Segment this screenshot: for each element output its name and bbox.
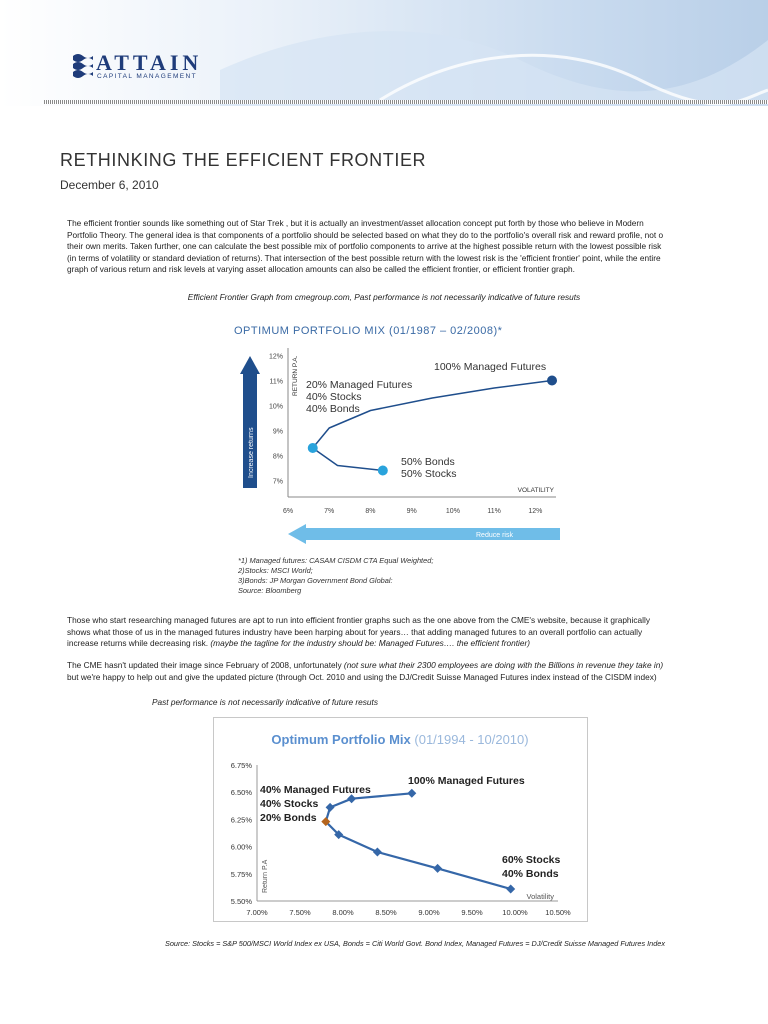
logo-icon [72, 52, 94, 82]
paragraph-managed-futures-aside: (maybe the tagline for the industry should be: Managed Futures…. the efficient frontier) [208, 638, 531, 648]
chart1-y-tick-label: 11% [269, 378, 283, 386]
chart1-point [547, 376, 557, 386]
chart2-x-tick-label: 8.00% [332, 908, 354, 917]
chart1-annotation-line: 50% Stocks [401, 468, 457, 480]
paragraph-cme-update-text-2: but we're happy to help out and give the updated picture (through Oct. 2010 and using the DJ/Credit Suisse Managed Futures index instead of the CISDM index) [67, 671, 657, 682]
chart2-y-label: Return P.A [262, 859, 269, 893]
chart2-annotation-line: 20% Bonds [260, 812, 317, 824]
chart2-y-tick-label: 6.75% [230, 761, 252, 770]
chart2-x-tick-label: 7.50% [289, 908, 311, 917]
increase-returns-label: Increase returns [248, 427, 255, 478]
chart2-annotation-line: 60% Stocks [502, 854, 561, 866]
chart2-annotation-line: 40% Bonds [502, 868, 559, 880]
chart1-y-tick-label: 9% [272, 428, 283, 436]
chart2-subtitle: (01/1994 - 10/2010) [414, 732, 529, 747]
chart1-annotation-line: 40% Stocks [306, 391, 362, 403]
chart2-y-tick-label: 6.25% [230, 815, 252, 825]
chart2-y-tick-label: 6.50% [230, 788, 252, 798]
chart1-y-label: RETURN P.A. [292, 355, 299, 396]
reduce-risk-arrow-body [305, 528, 560, 540]
chart1-y-tick-label: 7% [272, 478, 283, 486]
chart1-annotation-line: 20% Managed Futures [306, 379, 413, 391]
chart1-title: OPTIMUM PORTFOLIO MIX (01/1987 – 02/2008)* [234, 325, 503, 337]
chart2-x-tick-label: 9.50% [461, 908, 483, 917]
article-date: December 6, 2010 [60, 178, 159, 192]
reduce-risk-label: Reduce risk [476, 532, 513, 539]
chart1-point [308, 443, 318, 453]
chart2-x-tick-label: 10.00% [502, 908, 528, 917]
chart1-x-label: VOLATILITY [517, 487, 554, 494]
chart2-y-tick-label: 5.75% [230, 869, 252, 879]
chart2-annotation-line: 40% Stocks [260, 798, 319, 810]
increase-returns-arrow-head [240, 356, 260, 374]
chart2-x-tick-label: 9.00% [418, 908, 440, 917]
chart1-x-tick-label: 7% [324, 508, 335, 515]
chart2-x-tick-label: 7.00% [246, 908, 268, 917]
chart1-annotation-line: 40% Bonds [306, 403, 360, 415]
chart2-x-label: Volatility [526, 892, 554, 901]
chart1-y-tick-label: 12% [268, 353, 283, 361]
source-note: Source: Stocks = S&P 500/MSCI World Index ex USA, Bonds = Citi World Govt. Bond Index, Managed Futures = DJ/Credit Suisse Managed Futures Index [164, 939, 665, 948]
chart1-x-tick-label: 8% [365, 508, 376, 515]
updated-efficient-frontier-chart [213, 717, 588, 922]
paragraph-cme-update [67, 660, 757, 683]
chart2-title: Optimum Portfolio Mix (01/1994 - 10/2010) [271, 732, 529, 747]
chart2-y-tick-label: 6.00% [230, 842, 252, 852]
paragraph-cme-update-aside: (not sure what their 2300 employees are doing with the Billions in revenue they take in) [341, 660, 664, 670]
chart1-caption: Efficient Frontier Graph from cmegroup.com, Past performance is not necessarily indicative of future resuts [187, 292, 581, 302]
chart1-x-tick-label: 11% [487, 508, 501, 515]
chart1-footnote: *1) Managed futures: CASAM CISDM CTA Equal Weighted; 2)Stocks: MSCI World; 3)Bonds: JP Morgan Government Bond Global: Source: Bloomberg [238, 556, 434, 595]
chart1-x-tick-label: 10% [445, 508, 460, 515]
header-rule [44, 100, 768, 104]
chart2-annotation-line: 40% Managed Futures [260, 784, 371, 796]
paragraph-managed-futures [67, 615, 757, 650]
chart1-y-tick-label: 8% [272, 453, 283, 461]
logo-name: ATTAIN [96, 50, 203, 75]
chart2-x-tick-label: 10.50% [545, 908, 571, 917]
logo-subtitle: CAPITAL MANAGEMENT [97, 73, 197, 80]
chart1-annotation-line: 100% Managed Futures [434, 361, 547, 373]
chart1-x-tick-label: 12% [528, 508, 543, 515]
paragraph-cme-update-text: The CME hasn't updated their image since February of 2008, unfortunately [67, 660, 342, 670]
cme-efficient-frontier-chart [226, 318, 566, 570]
chart2-x-tick-label: 8.50% [375, 908, 397, 917]
chart1-x-tick-label: 9% [406, 508, 417, 515]
page-title: RETHINKING THE EFFICIENT FRONTIER [60, 150, 427, 170]
paragraph-managed-futures-text: Those who start researching managed futures are apt to run into efficient frontier graphs such as the one above from the CME's website, because it graphically shows what those of us in the managed futures industry have been harping about for years… that adding managed futures to an overall portfolio can actually increase returns while decreasing risk. [67, 615, 650, 648]
chart1-annotation-line: 50% Bonds [401, 456, 455, 468]
intro-paragraph: The efficient frontier sounds like something out of Star Trek , but it is actually an investment/asset allocation concept put forth by those who believe in Modern Portfolio Theory. The general idea is that components of a portfolio should be selected based on what they do to the portfolio's overall risk and reward profile, not o their own merits. Taken further, one can calculate the best possible mix of portfolio components to arrive at the highest possible return with the lowest possible risk (in terms of volatility or standard deviation of returns). That intersection of the best possible return with the lowest risk is the 'efficient frontier' point, while the entire graph of various return and risk levels at varying asset allocation amounts can also be called the efficient frontier, or efficient frontier graph. [67, 218, 664, 274]
chart1-point [378, 466, 388, 476]
chart1-y-tick-label: 10% [268, 403, 283, 411]
chart2-y-tick-label: 5.50% [230, 897, 252, 906]
reduce-risk-arrow-head [288, 524, 306, 544]
chart2-caption: Past performance is not necessarily indicative of future resuts [152, 697, 378, 707]
chart2-annotation-line: 100% Managed Futures [408, 775, 525, 787]
chart1-x-tick-label: 6% [282, 508, 294, 515]
